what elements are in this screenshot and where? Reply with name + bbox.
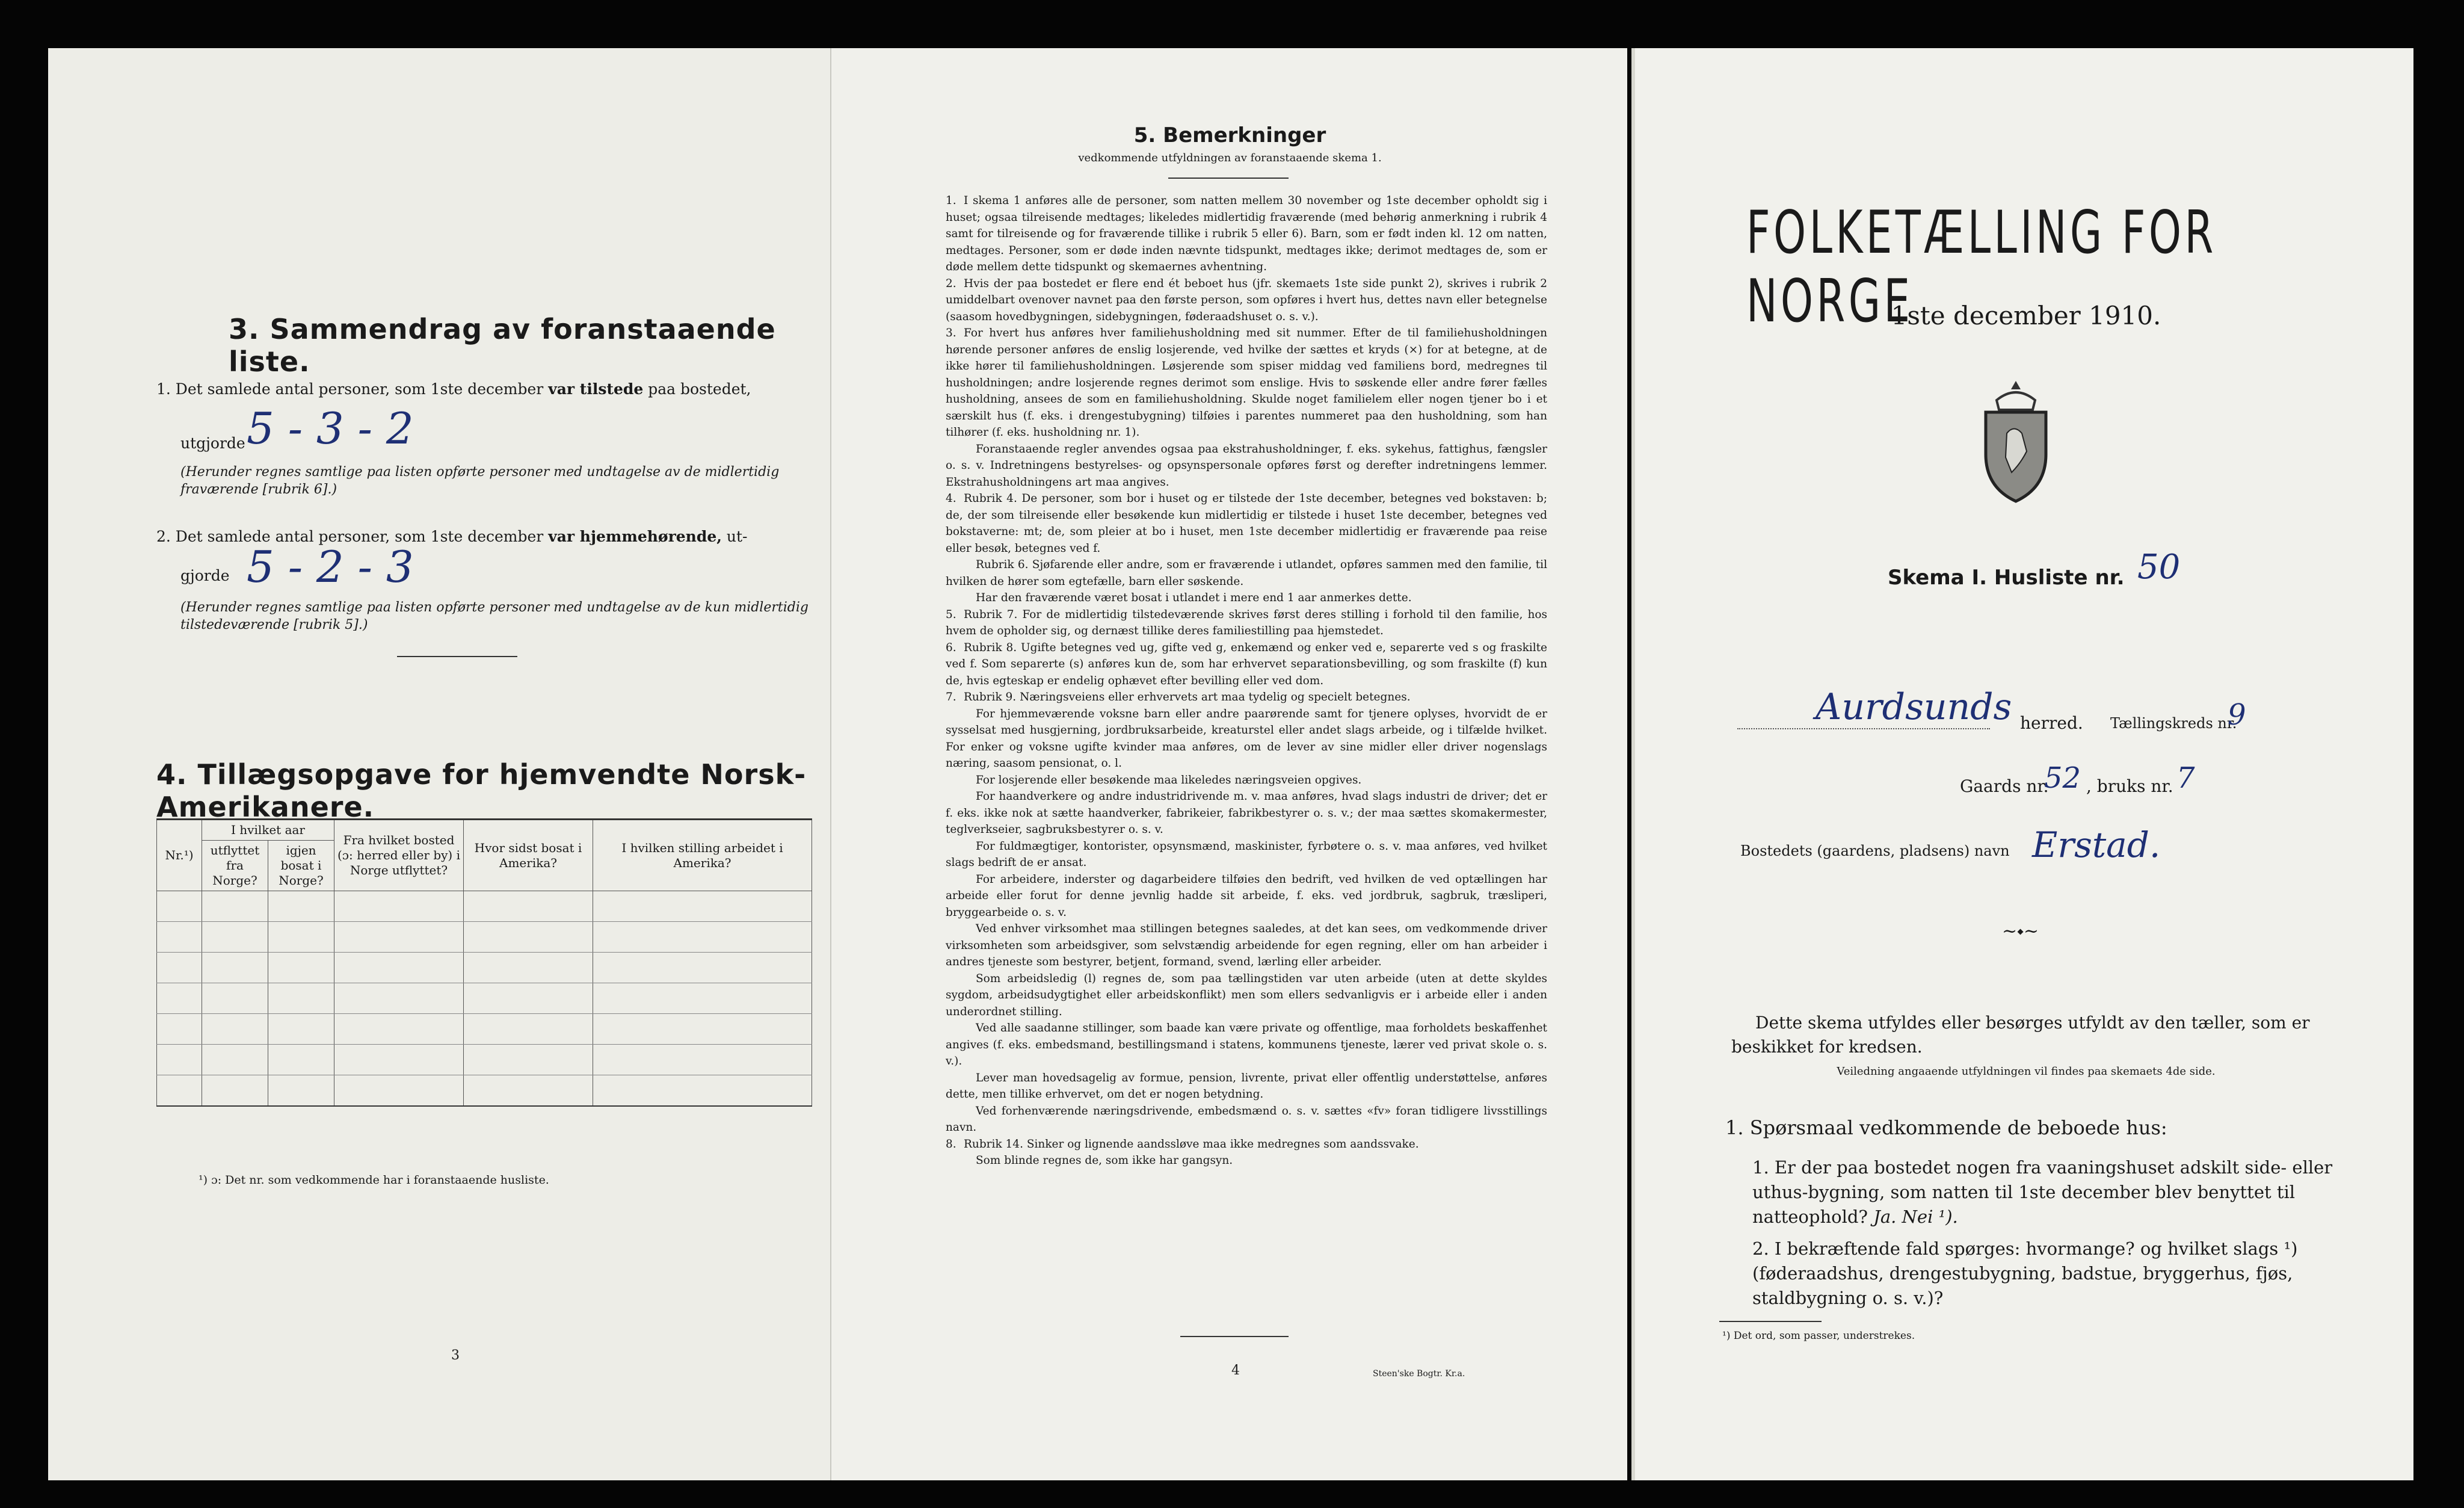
remark-text: Hvis der paa bostedet er flere end ét beboet hus (jfr. skemaets 1ste side punkt 2), skrives i rubrik 2 umiddelbart ovenover navnet paa den første person, som opføres i hvert hus, dettes navn eller betegnelse (saasom hovedbygningen, sidebygningen, føderaadshuset o. s. v.). [946, 277, 1547, 323]
page-4 [830, 48, 1627, 1480]
item1-note: (Herunder regnes samtlige paa listen opførte personer med undtagelse av de midlertidig fraværende [rubrik 6].) [180, 465, 780, 497]
col-fra-bosted: Fra hvilket bosted (ɔ: herred eller by) i Norge utflyttet? [334, 820, 464, 891]
item1-value: 5 - 3 - 2 [247, 403, 414, 454]
remark-text: Rubrik 6. Sjøfarende eller andre, som er fraværende i utlandet, opføres sammen med den familie, til hvilken de hører som egtefælle, barn eller søskende. [946, 558, 1547, 588]
question-1-answer: Ja. Nei ¹). [1873, 1207, 1958, 1227]
col-stilling: I hvilken stilling arbeidet i Amerika? [593, 820, 812, 891]
herred-label: herred. [2020, 713, 2083, 733]
remark-text: For fuldmægtiger, kontorister, opsynsmænd, maskinister, fyrbøtere o. s. v. maa anføres, ved hvilket slags bedrift de er ansat. [946, 839, 1547, 869]
page-number-4: 4 [1231, 1363, 1240, 1378]
bruks-value: 7 [2176, 761, 2195, 795]
census-date: 1ste december 1910. [1891, 301, 2161, 330]
table-row [157, 891, 812, 922]
skema-label: Skema I. Husliste nr. [1888, 566, 2125, 590]
question-1-text: 1. Er der paa bostedet nogen fra vaaningshuset adskilt side- eller uthus-bygning, som natten til 1ste december blev benyttet til natteophold? [1752, 1157, 2333, 1227]
table-footnote: ¹) ɔ: Det nr. som vedkommende har i foranstaaende husliste. [199, 1173, 549, 1187]
remark-text: Ved forhenværende næringsdrivende, embedsmænd o. s. v. sættes «fv» foran tidligere livsstillings navn. [946, 1104, 1547, 1134]
remark-text: For hjemmeværende voksne barn eller andre paarørende samt for tjenere oplyses, hvorvidt de er sysselsat med husgjerning, jordbruksarbeide, kreaturstel eller andet slags arbeide, og i tilfælde hvilket. For enker og voksne ugifte kvinder maa anføres, om de lever av sine midler eller driver nogenslags næring, saasom pensionat, o. l. [946, 707, 1547, 770]
remark-item [946, 590, 1547, 607]
item2-utgjorde-label: gjorde [180, 567, 230, 584]
remark-text: Foranstaaende regler anvendes ogsaa paa ekstrahusholdninger, f. eks. sykehus, fattighus, fængsler o. s. v. Indretningens bestyrelses- og opsynspersonale opføres først og derefter indretningens lemmer. Ekstrahusholdningens art maa angives. [946, 442, 1547, 489]
remark-text: Som blinde regnes de, som ikke har gangsyn. [976, 1154, 1233, 1167]
remark-item [946, 1020, 1547, 1070]
col-hvor-bosat: Hvor sidst bosat i Amerika? [464, 820, 593, 891]
bruks-label: , bruks nr. [2086, 776, 2173, 796]
col-group-aar: I hvilket aar [202, 820, 334, 841]
kreds-label: Tællingskreds nr. [2110, 715, 2237, 732]
remark-item [946, 1152, 1547, 1169]
remark-item [946, 838, 1547, 871]
remark-text: Rubrik 14. Sinker og lignende aandssløve maa ikke medregnes som aandssvake. [964, 1137, 1419, 1151]
remark-item [946, 325, 1547, 441]
norsk-amerikanere-table [156, 818, 812, 1107]
page-3 [48, 48, 830, 1480]
col-nr: Nr.¹) [157, 820, 202, 891]
item1-text-a: 1. Det samlede antal personer, som 1ste december [156, 380, 544, 398]
page-number-3: 3 [451, 1348, 460, 1363]
remark-item [946, 193, 1547, 276]
item2-note: (Herunder regnes samtlige paa listen opførte personer med undtagelse av de kun midlertidig tilstedeværende [rubrik 5].) [180, 600, 808, 632]
printer-mark: Steen'ske Bogtr. Kr.a. [1373, 1369, 1465, 1379]
remark-item [946, 706, 1547, 772]
remark-item [946, 921, 1547, 971]
item1-bold: var tilstede [548, 380, 644, 398]
form-title: FOLKETÆLLING FOR NORGE [1746, 199, 2217, 336]
table-row [157, 953, 812, 983]
question-1 [1752, 1155, 2348, 1229]
ornament-icon: ~⬩~ [2002, 921, 2039, 942]
remark-number: 5. [946, 608, 956, 621]
gaards-label: Gaards nr. [1960, 776, 2049, 796]
remark-text: Ved enhver virksomhet maa stillingen betegnes saaledes, at det kan sees, om vedkommende driver virksomheten som arbeidsgiver, som selvstændig arbeidende for egen regning, eller om han arbeider i andres tjeneste som bestyrer, betjent, formand, svend, lærling eller arbeider. [946, 922, 1547, 968]
remark-text: For haandverkere og andre industridrivende m. v. maa anføres, hvad slags industri de driver; det er f. eks. ikke nok at sætte haandverker, fabrikeier, fabrikbestyrer o. s. v.; der maa sættes skomakermester, teglverkseier, sagbruksbestyrer o. s. v. [946, 790, 1547, 836]
remark-text: For losjerende eller besøkende maa likeledes næringsveien opgives. [976, 773, 1362, 786]
remark-text: Rubrik 7. For de midlertidig tilstedeværende skrives først deres stilling i forhold til den familie, hos hvem de opholder sig, og dernæst tillike deres familiestilling paa hjemstedet. [946, 608, 1547, 637]
table-row [157, 1014, 812, 1045]
bosted-value: Erstad. [2032, 824, 2161, 865]
instruction-small: Veiledning angaaende utfyldningen vil findes paa skemaets 4de side. [1837, 1065, 2216, 1078]
coat-of-arms-icon [1974, 376, 2058, 505]
gaards-value: 52 [2044, 761, 2081, 795]
remark-number: 6. [946, 641, 956, 654]
remark-text: Har den fraværende været bosat i utlandet i mere end 1 aar anmerkes dette. [976, 592, 1412, 604]
remark-item [946, 1103, 1547, 1136]
remark-item [946, 788, 1547, 838]
table-row [157, 1075, 812, 1107]
divider [397, 656, 517, 657]
remark-item [946, 689, 1547, 706]
remark-number: 3. [946, 327, 956, 339]
husliste-number: 50 [2137, 548, 2181, 587]
remark-text: I skema 1 anføres alle de personer, som natten mellem 30 november og 1ste december opholdt sig i huset; ogsaa tilreisende medtages; likeledes midlertidig fraværende (med behørig anmerkning i rubrik 4 samt for tilreisende og for fraværende tillike i rubrik 5 eller 6). Barn, som er født inden kl. 12 om natten, medtages. Personer, som er døde inden nævnte tidspunkt, medtages ikke; derimot medtages de, som er døde mellem dette tidspunkt og skemaernes avhentning. [946, 194, 1547, 273]
remark-item [946, 1136, 1547, 1153]
remark-number: 4. [946, 492, 956, 505]
remark-number: 7. [946, 691, 956, 703]
kreds-value: 9 [2228, 698, 2246, 732]
remarks-subtitle: vedkommende utfyldningen av foranstaaende skema 1. [1078, 152, 1382, 164]
summary-item-1 [156, 379, 812, 400]
bosted-label: Bostedets (gaardens, pladsens) navn [1740, 842, 2010, 859]
divider [1168, 178, 1289, 179]
footnote: ¹) Det ord, som passer, understrekes. [1722, 1330, 1915, 1342]
divider [1180, 1336, 1289, 1337]
item1-text-b: paa bostedet, [648, 380, 751, 398]
remark-number: 2. [946, 277, 956, 290]
remark-text: Ved alle saadanne stillinger, som baade kan være private og offentlige, maa forholdets beskaffenhet angives (f. eks. embedsmand, bestillingsmand i statens, kommunens tjeneste, lærer ved privat skole o. s. v.). [946, 1022, 1547, 1068]
remark-item [946, 1070, 1547, 1103]
remark-number: 8. [946, 1137, 956, 1151]
remark-item [946, 871, 1547, 921]
table-row [157, 1045, 812, 1075]
remark-item [946, 557, 1547, 590]
page-1 [1631, 48, 2413, 1480]
remark-text: Rubrik 9. Næringsveiens eller erhvervets art maa tydelig og specielt betegnes. [964, 691, 1411, 703]
remark-text: Rubrik 4. De personer, som bor i huset og er tilstede der 1ste december, betegnes ved bokstaven: b; de, der som tilreisende eller besøkende kun midlertidig er tilstede i huset 1ste december, betegnes ved bokstaverne: mt; de, som pleier at bo i huset, men 1ste december midlertidig er fraværende paa reise eller besøk, betegnes ved f. [946, 492, 1547, 555]
question-2: 2. I bekræftende fald spørges: hvormange? og hvilket slags ¹) (føderaadshus, drengestubygning, badstue, bryggerhus, fjøs, staldbygning o. s. v.)? [1752, 1238, 2298, 1308]
table-row [157, 983, 812, 1014]
remark-text: For hvert hus anføres hver familiehusholdning med sit nummer. Efter de til familiehusholdningen hørende personer anføres de enslig losjerende, ved hvilke der sættes et kryds (×) for at betegne, at de ikke hører til familiehusholdningen. Løsjerende som spiser middag ved familiens bord, medregnes til husholdningen; andre losjerende regnes derimot som enslige. Hvis to søskende eller andre fører fælles husholdning, ansees de som en familiehusholdning. Skulde noget familielem eller nogen tjener bo i et særskilt hus (f. eks. i drengestubygning) tilføies i parentes nummeret paa den husholdning, som han tilhører (f. eks. husholdning nr. 1). [946, 327, 1547, 439]
item2-text-a: 2. Det samlede antal personer, som 1ste december [156, 528, 544, 545]
remark-item [946, 441, 1547, 491]
item2-text-b: ut- [726, 528, 748, 545]
col-utflyttet: utflyttet fra Norge? [202, 841, 268, 891]
remarks-title: 5. Bemerkninger [1133, 123, 1326, 147]
herred-line [1737, 728, 1990, 729]
remark-item [946, 772, 1547, 789]
remark-text: For arbeidere, inderster og dagarbeidere tilføies den bedrift, ved hvilken de ved optællingen har arbeide eller forut for denne jevnlig hadde sit arbeide, f. eks. ved jordbruk, sagbruk, træsliperi, bryggearbeide o. s. v. [946, 873, 1547, 919]
item1-utgjorde-label: utgjorde [180, 434, 245, 452]
remark-item [946, 640, 1547, 690]
col-igjen-bosat: igjen bosat i Norge? [268, 841, 334, 891]
remark-number: 1. [946, 194, 956, 207]
item2-value: 5 - 2 - 3 [247, 542, 414, 592]
herred-value: Aurdsunds [1816, 686, 2012, 728]
remark-text: Lever man hovedsagelig av formue, pension, livrente, privat eller offentlig understøttelse, anføres dette, men tillike erhvervet, om det er nogen betydning. [946, 1071, 1547, 1101]
section4-title: 4. Tillægsopgave for hjemvendte Norsk-Amerikanere. [156, 758, 807, 823]
remark-text: Rubrik 8. Ugifte betegnes ved ug, gifte ved g, enkemænd og enker ved e, separerte ved s og fraskilte ved f. Som separerte (s) anføres kun de, som har erhvervet separationsbevilling, og som fraskilte (f) kun de, hvis egteskap er endelig ophævet efter bevilling eller ved dom. [946, 641, 1547, 687]
remark-item [946, 276, 1547, 326]
remark-item [946, 490, 1547, 557]
section3-title: 3. Sammendrag av foranstaaende liste. [229, 313, 776, 378]
remark-item [946, 971, 1547, 1021]
remark-item [946, 607, 1547, 640]
instruction-text: Dette skema utfyldes eller besørges utfyldt av den tæller, som er beskikket for kredsen. [1731, 1013, 2310, 1057]
divider [1719, 1321, 1822, 1322]
remark-text: Som arbeidsledig (l) regnes de, som paa tællingstiden var uten arbeide (uten at dette skyldes sygdom, arbeidsudygtighet eller arbeidskonflikt) men som ellers sedvanligvis er i arbeide eller i anden underordnet stilling. [946, 972, 1547, 1018]
item2-bold: var hjemmehørende, [548, 528, 722, 545]
table-row [157, 922, 812, 953]
remarks-list [946, 193, 1547, 1169]
questions-header: 1. Spørsmaal vedkommende de beboede hus: [1725, 1116, 2167, 1139]
